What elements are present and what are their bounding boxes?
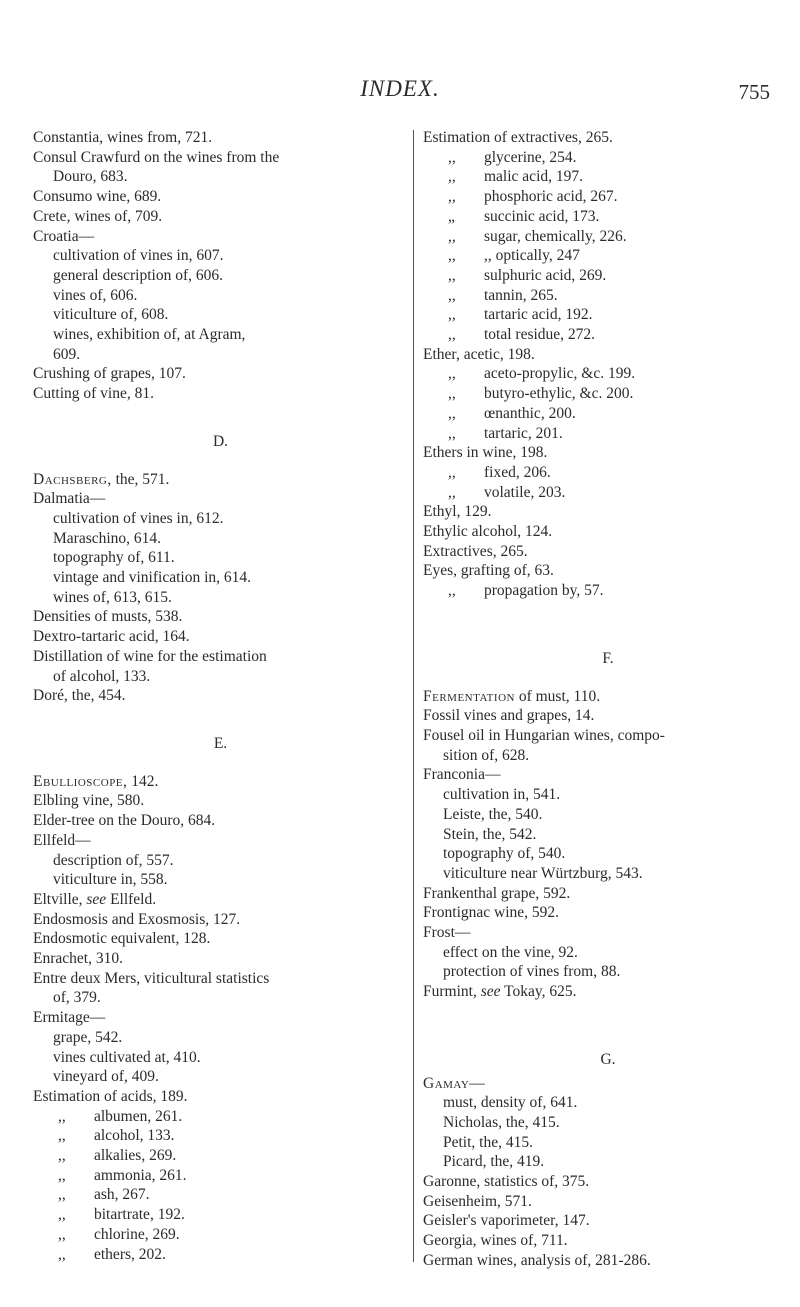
index-subentry — [423, 1113, 793, 1133]
entry-text: Douro, 683. — [53, 168, 128, 186]
index-subentry — [423, 1133, 793, 1153]
entry-text: of, 379. — [53, 989, 101, 1007]
index-subentry — [423, 305, 793, 325]
entry-text: description of, 557. — [53, 851, 174, 869]
ditto-mark: ,, — [448, 404, 456, 422]
index-subentry — [33, 1185, 408, 1205]
index-subentry — [423, 864, 793, 884]
index-subentry — [423, 483, 793, 503]
subentry-text: sugar, chemically, 226. — [484, 227, 627, 245]
index-subentry — [423, 1152, 793, 1172]
index-entry — [423, 1251, 793, 1271]
index-subentry — [33, 1146, 408, 1166]
index-entry — [423, 522, 793, 542]
entry-text: Extractives, 265. — [423, 542, 528, 560]
index-subentry — [33, 266, 408, 286]
entry-text: Endosmotic equivalent, 128. — [33, 930, 211, 948]
index-subentry — [33, 667, 408, 687]
entry-text: vines cultivated at, 410. — [53, 1048, 201, 1066]
index-subentry — [33, 305, 408, 325]
subentry-text: tannin, 265. — [484, 286, 558, 304]
index-entry — [33, 1008, 408, 1028]
index-subentry — [33, 870, 408, 890]
index-entry — [33, 148, 408, 168]
index-entry — [33, 470, 408, 490]
entry-text: cultivation of vines in, 612. — [53, 509, 224, 527]
entry-text: Distillation of wine for the estimation — [33, 647, 267, 665]
ditto-mark: ,, — [58, 1225, 66, 1243]
index-entry — [33, 227, 408, 247]
index-entry — [33, 627, 408, 647]
index-subentry — [423, 207, 793, 227]
entry-text: effect on the vine, 92. — [443, 943, 578, 961]
index-entry — [33, 969, 408, 989]
entry-text: topography of, 611. — [53, 549, 175, 567]
entry-text: grape, 542. — [53, 1028, 123, 1046]
index-subentry — [33, 1205, 408, 1225]
running-title: INDEX. — [360, 76, 440, 101]
index-subentry — [423, 227, 793, 247]
index-subentry — [423, 844, 793, 864]
entry-text: Elder-tree on the Douro, 684. — [33, 812, 216, 830]
entry-headword: Dachsberg, — [33, 470, 112, 488]
index-entry — [423, 1192, 793, 1212]
section-gap — [33, 754, 408, 772]
index-column-right — [423, 128, 793, 1271]
subentry-text: alkalies, 269. — [94, 1147, 177, 1165]
index-subentry — [423, 364, 793, 384]
section-gap — [423, 601, 793, 649]
entry-text: Dextro-tartaric acid, 164. — [33, 628, 190, 646]
entry-text: the, 571. — [111, 470, 170, 488]
entry-headword: Ebullioscope, — [33, 772, 128, 790]
entry-text: Doré, the, 454. — [33, 687, 126, 705]
entry-text: wines of, 613, 615. — [53, 588, 172, 606]
index-entry — [33, 831, 408, 851]
entry-text: Eltville, — [33, 890, 87, 908]
index-entry — [33, 791, 408, 811]
index-subentry — [423, 187, 793, 207]
entry-text: sition of, 628. — [443, 746, 530, 764]
index-subentry — [423, 424, 793, 444]
index-subentry — [33, 548, 408, 568]
see-reference: see — [86, 890, 107, 908]
entry-text: vintage and vinification in, 614. — [53, 569, 252, 587]
index-entry — [423, 345, 793, 365]
entry-text: topography of, 540. — [443, 845, 566, 863]
ditto-mark: ,, — [448, 227, 456, 245]
index-subentry — [423, 962, 793, 982]
subentry-text: fixed, 206. — [484, 463, 551, 481]
ditto-mark: ,, — [58, 1166, 66, 1184]
entry-text: Consul Crawfurd on the wines from the — [33, 148, 280, 166]
entry-text: Densities of musts, 538. — [33, 608, 183, 626]
ditto-mark: ,, — [448, 463, 456, 481]
entry-text: Picard, the, 419. — [443, 1153, 545, 1171]
ditto-mark: ,, — [58, 1245, 66, 1263]
entry-text: Garonne, statistics of, 375. — [423, 1173, 590, 1191]
index-entry — [33, 128, 408, 148]
section-gap — [423, 1002, 793, 1050]
index-entry — [423, 542, 793, 562]
subentry-text: alcohol, 133. — [94, 1127, 175, 1145]
index-subentry — [423, 325, 793, 345]
index-entry — [423, 982, 793, 1002]
subentry-text: ash, 267. — [94, 1186, 150, 1204]
entry-text: Geisenheim, 571. — [423, 1192, 532, 1210]
subentry-text: chlorine, 269. — [94, 1225, 180, 1243]
entry-text: Consumo wine, 689. — [33, 188, 162, 206]
index-entry — [423, 1231, 793, 1251]
index-entry — [33, 686, 408, 706]
entry-text: Nicholas, the, 415. — [443, 1113, 560, 1131]
index-entry — [423, 1074, 793, 1094]
index-entry — [33, 364, 408, 384]
index-entry — [423, 128, 793, 148]
index-entry — [33, 772, 408, 792]
subentry-text: albumen, 261. — [94, 1107, 183, 1125]
index-entry — [33, 489, 408, 509]
subentry-text: malic acid, 197. — [484, 168, 583, 186]
entry-text: Frankenthal grape, 592. — [423, 884, 571, 902]
entry-text: Furmint, — [423, 983, 481, 1001]
index-entry — [423, 561, 793, 581]
entry-text: 609. — [53, 345, 81, 363]
subentry-text: propagation by, 57. — [484, 582, 604, 600]
index-entry — [33, 1087, 408, 1107]
ditto-mark: ,, — [448, 582, 456, 600]
entry-text: German wines, analysis of, 281-286. — [423, 1251, 651, 1269]
subentry-text: œnanthic, 200. — [484, 404, 576, 422]
index-subentry — [423, 167, 793, 187]
ditto-mark: ,, — [448, 148, 456, 166]
index-subentry — [33, 509, 408, 529]
index-column-left — [33, 128, 408, 1264]
entry-text: Geisler's vaporimeter, 147. — [423, 1212, 590, 1230]
page-number: 755 — [738, 80, 770, 104]
ditto-mark: ,, — [448, 247, 456, 265]
index-entry — [33, 949, 408, 969]
index-entry — [423, 502, 793, 522]
ditto-mark: ,, — [448, 424, 456, 442]
ditto-mark: ,, — [448, 266, 456, 284]
entry-text: Ethylic alcohol, 124. — [423, 523, 553, 541]
subentry-text: aceto-propylic, &c. 199. — [484, 365, 636, 383]
see-reference: see — [480, 983, 501, 1001]
entry-text: Maraschino, 614. — [53, 529, 162, 547]
subentry-text: phosphoric acid, 267. — [484, 188, 618, 206]
entry-text: Georgia, wines of, 711. — [423, 1232, 568, 1250]
index-subentry — [33, 246, 408, 266]
index-subentry — [423, 404, 793, 424]
entry-text: Fousel oil in Hungarian wines, compo- — [423, 726, 665, 744]
index-subentry — [33, 1166, 408, 1186]
ditto-mark: ,, — [58, 1147, 66, 1165]
entry-text: Ellfeld. — [106, 890, 157, 908]
index-subentry — [33, 1245, 408, 1265]
index-subentry — [423, 384, 793, 404]
index-entry — [423, 1211, 793, 1231]
ditto-mark: ,, — [448, 326, 456, 344]
subentry-text: tartaric acid, 192. — [484, 306, 593, 324]
entry-text: Ermitage— — [33, 1009, 106, 1027]
entry-text: Estimation of extractives, 265. — [423, 129, 613, 146]
index-subentry — [33, 167, 408, 187]
entry-text: Cutting of vine, 81. — [33, 385, 154, 403]
index-subentry — [33, 988, 408, 1008]
section-gap — [423, 669, 793, 687]
index-subentry — [33, 1067, 408, 1087]
index-subentry — [423, 581, 793, 601]
index-entry — [423, 726, 793, 746]
entry-text: Ethyl, 129. — [423, 503, 492, 521]
index-entry — [33, 607, 408, 627]
ditto-mark: ,, — [448, 188, 456, 206]
entry-text: Leiste, the, 540. — [443, 805, 543, 823]
entry-text: Estimation of acids, 189. — [33, 1087, 188, 1105]
index-subentry — [423, 805, 793, 825]
index-subentry — [423, 825, 793, 845]
subentry-text: tartaric, 201. — [484, 424, 563, 442]
index-entry — [423, 706, 793, 726]
ditto-mark: ,, — [448, 168, 456, 186]
entry-text: vineyard of, 409. — [53, 1068, 159, 1086]
entry-text: wines, exhibition of, at Agram, — [53, 326, 246, 344]
section-letter: D. — [212, 432, 229, 450]
index-subentry — [423, 785, 793, 805]
section-letter: G. — [600, 1050, 616, 1068]
ditto-mark: ,, — [58, 1206, 66, 1224]
entry-text: general description of, 606. — [53, 266, 224, 284]
index-entry — [423, 443, 793, 463]
subentry-text: glycerine, 254. — [484, 148, 577, 166]
index-subentry — [33, 1126, 408, 1146]
index-subentry — [33, 286, 408, 306]
index-entry — [33, 811, 408, 831]
entry-text: Elbling vine, 580. — [33, 792, 145, 810]
index-entry — [33, 910, 408, 930]
index-subentry — [33, 1225, 408, 1245]
entry-text: must, density of, 641. — [443, 1094, 578, 1112]
index-subentry — [423, 943, 793, 963]
ditto-mark: ,, — [58, 1127, 66, 1145]
index-entry — [423, 923, 793, 943]
index-entry — [33, 890, 408, 910]
entry-text: Entre deux Mers, viticultural statistics — [33, 969, 270, 987]
section-letter: E. — [213, 734, 228, 752]
entry-text: Stein, the, 542. — [443, 825, 537, 843]
entry-text: Dalmatia— — [33, 490, 106, 508]
entry-text: Frost— — [423, 924, 471, 942]
section-letter: F. — [602, 649, 614, 667]
entry-text: Frontignac wine, 592. — [423, 904, 560, 922]
entry-text: Constantia, wines from, 721. — [33, 129, 213, 146]
index-subentry — [423, 266, 793, 286]
index-entry — [33, 647, 408, 667]
index-entry — [33, 187, 408, 207]
entry-text: Endosmosis and Exosmosis, 127. — [33, 910, 241, 928]
entry-text: viticulture of, 608. — [53, 306, 169, 324]
entry-text: Enrachet, 310. — [33, 950, 123, 968]
index-subentry — [423, 286, 793, 306]
index-entry — [423, 903, 793, 923]
index-subentry — [33, 1107, 408, 1127]
ditto-mark: ,, — [58, 1107, 66, 1125]
subentry-text: sulphuric acid, 269. — [484, 266, 607, 284]
entry-text: Franconia— — [423, 766, 501, 784]
index-entry — [33, 207, 408, 227]
index-subentry — [33, 529, 408, 549]
entry-text: Ellfeld— — [33, 831, 91, 849]
subentry-text: butyro-ethylic, &c. 200. — [484, 385, 634, 403]
subentry-text: bitartrate, 192. — [94, 1206, 185, 1224]
index-subentry — [423, 1093, 793, 1113]
entry-text: Eyes, grafting of, 63. — [423, 562, 554, 580]
entry-text: Crete, wines of, 709. — [33, 207, 163, 225]
index-entry — [423, 884, 793, 904]
index-subentry — [423, 746, 793, 766]
subentry-text: total residue, 272. — [484, 326, 596, 344]
subentry-text: ethers, 202. — [94, 1245, 166, 1263]
entry-text: Fossil vines and grapes, 14. — [423, 707, 595, 725]
subentry-text: succinic acid, 173. — [484, 207, 600, 225]
entry-text: vines of, 606. — [53, 286, 138, 304]
section-gap — [33, 706, 408, 734]
index-subentry — [33, 1028, 408, 1048]
entry-text: of alcohol, 133. — [53, 667, 151, 685]
index-entry — [423, 1172, 793, 1192]
page-header — [0, 76, 800, 106]
index-subentry — [33, 568, 408, 588]
entry-text: Tokay, 625. — [500, 983, 577, 1001]
ditto-mark: ,, — [58, 1186, 66, 1204]
index-subentry — [33, 325, 408, 345]
subentry-text: volatile, 203. — [484, 483, 566, 501]
index-entry — [33, 929, 408, 949]
entry-text: — — [469, 1074, 485, 1092]
index-entry — [423, 765, 793, 785]
index-subentry — [33, 345, 408, 365]
subentry-text: ,, optically, 247 — [484, 247, 580, 265]
entry-text: viticulture in, 558. — [53, 871, 168, 889]
section-gap — [33, 452, 408, 470]
entry-text: protection of vines from, 88. — [443, 963, 621, 981]
subentry-text: ammonia, 261. — [94, 1166, 187, 1184]
column-divider — [413, 130, 414, 1262]
index-subentry — [33, 588, 408, 608]
entry-text: viticulture near Würtzburg, 543. — [443, 864, 643, 882]
index-subentry — [423, 246, 793, 266]
entry-text: of must, 110. — [514, 687, 601, 705]
ditto-mark: ,, — [448, 286, 456, 304]
ditto-mark: „ — [448, 207, 455, 225]
index-subentry — [423, 463, 793, 483]
index-subentry — [33, 851, 408, 871]
entry-text: Crushing of grapes, 107. — [33, 365, 186, 383]
entry-text: cultivation of vines in, 607. — [53, 247, 224, 265]
index-entry — [423, 687, 793, 707]
entry-text: Ethers in wine, 198. — [423, 444, 548, 462]
entry-text: 142. — [127, 772, 159, 790]
entry-headword: Fermentation — [423, 687, 515, 705]
ditto-mark: ,, — [448, 385, 456, 403]
index-entry — [33, 384, 408, 404]
ditto-mark: ,, — [448, 365, 456, 383]
entry-text: Croatia— — [33, 227, 95, 245]
ditto-mark: ,, — [448, 306, 456, 324]
entry-text: Petit, the, 415. — [443, 1133, 533, 1151]
entry-headword: Gamay — [423, 1074, 470, 1092]
index-subentry — [423, 148, 793, 168]
index-subentry — [33, 1048, 408, 1068]
entry-text: cultivation in, 541. — [443, 786, 561, 804]
ditto-mark: ,, — [448, 483, 456, 501]
entry-text: Ether, acetic, 198. — [423, 345, 535, 363]
section-gap — [33, 404, 408, 432]
